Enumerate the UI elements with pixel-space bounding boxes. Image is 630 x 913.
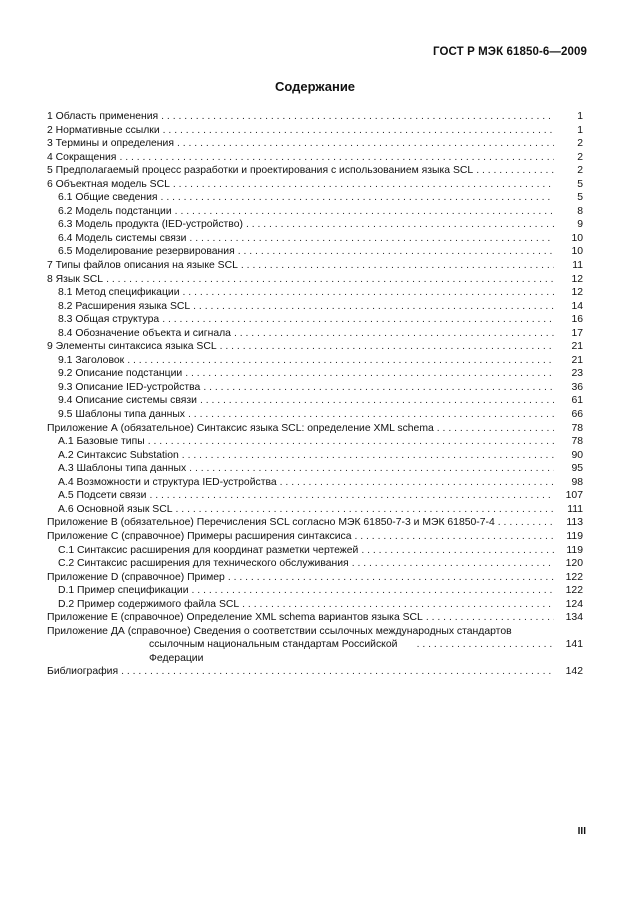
toc-entry-title: 9.1 Заголовок xyxy=(58,354,125,366)
toc-entry[interactable] xyxy=(47,462,583,476)
toc-entry-title: 1 Область применения xyxy=(47,111,159,122)
toc-entry-page: 78 xyxy=(571,422,583,434)
toc-leader-dots xyxy=(161,191,554,205)
toc-entry-page: 36 xyxy=(571,381,583,393)
toc-entry-page: 12 xyxy=(571,273,583,285)
toc-entry-page: 111 xyxy=(567,503,583,515)
toc-entry[interactable] xyxy=(47,300,583,314)
toc-entry[interactable] xyxy=(47,611,583,625)
toc-leader-dots xyxy=(177,137,554,151)
toc-leader-dots xyxy=(163,124,554,138)
toc-entry-page: 113 xyxy=(566,517,583,529)
bibliography-label: Библиография xyxy=(47,666,119,678)
toc-entry-title: 6.4 Модель системы связи xyxy=(58,232,187,244)
toc-entry-page: 107 xyxy=(565,490,583,502)
toc-entry-title: А.6 Основной язык SCL xyxy=(58,503,173,515)
toc-entry[interactable] xyxy=(47,408,583,422)
toc-entry[interactable] xyxy=(47,218,583,232)
toc-entry-title: 8.4 Обозначение объекта и сигнала xyxy=(58,327,231,339)
toc-entry[interactable] xyxy=(47,422,583,436)
toc-entry-page: 122 xyxy=(565,571,583,583)
toc-entry[interactable] xyxy=(47,273,583,287)
toc-entry-title: 8 Язык SCL xyxy=(47,273,104,285)
toc-entry-page: 122 xyxy=(565,585,583,597)
toc-entry[interactable] xyxy=(47,164,583,178)
document-standard-header: ГОСТ Р МЭК 61850-6—2009 xyxy=(433,46,587,58)
toc-entry-page: 8 xyxy=(577,205,583,217)
toc-entry-page: 16 xyxy=(571,314,583,326)
toc-leader-dots xyxy=(498,516,554,530)
toc-entry-page: 12 xyxy=(571,287,583,299)
toc-entry[interactable] xyxy=(47,381,583,395)
toc-entry[interactable] xyxy=(47,354,583,368)
toc-entry-title: А.5 Подсети связи xyxy=(58,490,147,502)
toc-entry[interactable] xyxy=(47,205,583,219)
toc-entry-title: 9.4 Описание системы связи xyxy=(58,395,197,407)
toc-entry-title: 6.5 Моделирование резервирования xyxy=(58,246,235,258)
toc-entry-page: 90 xyxy=(571,449,583,461)
toc-entry[interactable] xyxy=(47,137,583,151)
toc-entry-title: 9.2 Описание подстанции xyxy=(58,368,183,380)
toc-entry-title: С.2 Синтаксис расширения для технического обслуживания xyxy=(58,558,349,570)
toc-entry-page: 95 xyxy=(571,463,583,475)
toc-leader-dots xyxy=(149,489,554,503)
toc-entry[interactable] xyxy=(47,191,583,205)
toc-entry-title: Приложение D (справочное) Пример xyxy=(47,571,225,583)
toc-entry-page: 5 xyxy=(577,178,583,190)
toc-entry[interactable] xyxy=(47,286,583,300)
toc-leader-dots xyxy=(238,245,554,259)
toc-entry[interactable] xyxy=(47,110,583,124)
toc-leader-dots xyxy=(220,340,554,354)
toc-entry-title: 8.2 Расширения языка SCL xyxy=(58,300,191,312)
toc-entry[interactable] xyxy=(47,327,583,341)
toc-leader-dots xyxy=(106,273,554,287)
appendix-da-line1: Сведения о соответствии ссылочных международных стандартов xyxy=(193,625,512,637)
toc-entry[interactable] xyxy=(47,245,583,259)
toc-leader-dots xyxy=(242,598,554,612)
toc-entry-title: 6.2 Модель подстанции xyxy=(58,205,172,217)
toc-entries xyxy=(47,110,583,625)
toc-entry-title: А.2 Синтаксис Substation xyxy=(58,449,179,461)
page-title: Содержание xyxy=(274,79,356,94)
toc-leader-dots xyxy=(192,584,554,598)
toc-entry-page: 78 xyxy=(571,436,583,448)
toc-entry-page: 124 xyxy=(565,598,583,610)
toc-leader-dots xyxy=(354,530,554,544)
toc-entry[interactable] xyxy=(47,313,583,327)
toc-leader-dots xyxy=(241,259,554,273)
toc-entry-page: 119 xyxy=(566,544,583,556)
toc-entry[interactable] xyxy=(47,124,583,138)
toc-entry-page: 23 xyxy=(571,368,583,380)
toc-entry-page: 120 xyxy=(565,558,583,570)
toc-entry-title: 5 Предполагаемый процесс разработки и проектирования с использованием языка SCL xyxy=(47,165,474,177)
toc-entry[interactable] xyxy=(47,598,583,612)
toc-entry-title: Приложение В (обязательное) Перечисления SCL согласно МЭК 61850-7-3 и МЭК 61850-7-4 xyxy=(47,517,495,529)
toc-leader-dots xyxy=(175,205,554,219)
appendix-da-line2-row xyxy=(47,638,583,665)
toc-leader-dots xyxy=(203,381,554,395)
toc-entry-appendix-da[interactable] xyxy=(47,625,583,639)
toc-leader-dots xyxy=(189,232,554,246)
toc-entry-appendix-da-body xyxy=(194,625,583,639)
toc-entry-title: 9.3 Описание IED-устройства xyxy=(58,381,201,393)
toc-entry-title: Приложение А (обязательное) Синтаксис языка SCL: определение XML schema xyxy=(47,422,434,434)
toc-leader-dots xyxy=(188,408,554,422)
bibliography-page: 142 xyxy=(565,666,583,678)
toc-entry[interactable] xyxy=(47,232,583,246)
toc-leader-dots xyxy=(246,218,554,232)
toc-entry-title: 7 Типы файлов описания на языке SCL xyxy=(47,260,238,272)
toc-entry-page: 1 xyxy=(577,124,583,136)
toc-entry-page: 98 xyxy=(571,476,583,488)
toc-entry-page: 134 xyxy=(565,612,583,624)
toc-entry[interactable] xyxy=(47,557,583,571)
toc-leader-dots xyxy=(127,354,554,368)
toc-leader-dots xyxy=(185,367,554,381)
toc-entry-page: 14 xyxy=(571,300,583,312)
appendix-da-kind: (справочное) xyxy=(127,625,191,637)
toc-leader-dots xyxy=(176,503,554,517)
toc-entry-title: Приложение Е (справочное) Определение XML schema вариантов языка SCL xyxy=(47,612,423,624)
toc-entry[interactable] xyxy=(47,476,583,490)
toc-leader-dots xyxy=(162,313,554,327)
toc-entry[interactable] xyxy=(47,584,583,598)
toc-entry[interactable] xyxy=(47,571,583,585)
toc-entry-title: 8.1 Метод спецификации xyxy=(58,287,180,299)
toc-entry-appendix-da-cont xyxy=(47,638,583,665)
toc-leader-dots xyxy=(280,476,554,490)
toc-entry[interactable] xyxy=(47,435,583,449)
toc-entry-page: 9 xyxy=(577,219,583,231)
toc-entry-title: 8.3 Общая структура xyxy=(58,314,160,326)
toc-entry[interactable] xyxy=(47,178,583,192)
toc-leader-dots xyxy=(426,611,554,625)
toc-entry-title: С.1 Синтаксис расширения для координат разметки чертежей xyxy=(58,544,359,556)
toc-leader-dots xyxy=(189,462,554,476)
toc-entry-page: 2 xyxy=(577,138,583,150)
toc-entry-title: 9.5 Шаблоны типа данных xyxy=(58,409,186,421)
toc-entry-title: 3 Термины и определения xyxy=(47,138,174,150)
toc-entry-page: 61 xyxy=(571,395,583,407)
toc-leader-dots xyxy=(121,665,554,679)
toc-leader-dots xyxy=(228,571,554,585)
appendix-da-title: Приложение ДА xyxy=(47,625,125,637)
toc-entry-title: 4 Сокращения xyxy=(47,151,117,163)
toc-entry-title: Приложение С (справочное) Примеры расширения синтаксиса xyxy=(47,530,352,542)
toc-entry[interactable] xyxy=(47,544,583,558)
table-of-contents xyxy=(47,110,583,679)
toc-leader-dots xyxy=(193,300,554,314)
toc-entry-title: А.1 Базовые типы xyxy=(58,436,145,448)
toc-entry[interactable] xyxy=(47,151,583,165)
toc-entry-page: 10 xyxy=(571,232,583,244)
toc-entry-title: 9 Элементы синтаксиса языка SCL xyxy=(47,341,217,353)
toc-entry[interactable] xyxy=(47,516,583,530)
toc-entry[interactable] xyxy=(47,449,583,463)
toc-entry[interactable] xyxy=(47,340,583,354)
toc-entry[interactable] xyxy=(47,367,583,381)
toc-entry-page: 11 xyxy=(572,260,583,272)
toc-leader-dots xyxy=(182,449,554,463)
toc-entry-page: 2 xyxy=(577,165,583,177)
toc-leader-dots xyxy=(173,178,554,192)
toc-entry-page: 10 xyxy=(571,246,583,258)
toc-leader-dots xyxy=(161,110,554,124)
toc-entry-title: 6.1 Общие сведения xyxy=(58,192,158,204)
toc-entry-title: 6.3 Модель продукта (IED-устройство) xyxy=(58,219,243,231)
toc-leader-dots xyxy=(361,544,554,558)
toc-entry-page: 1 xyxy=(577,111,583,122)
toc-entry-bibliography[interactable] xyxy=(47,665,583,679)
toc-entry-page: 21 xyxy=(571,354,583,366)
toc-leader-dots xyxy=(476,164,554,178)
toc-entry[interactable] xyxy=(47,503,583,517)
toc-leader-dots xyxy=(234,327,554,341)
toc-entry-appendix-da-label xyxy=(47,625,194,639)
toc-entry[interactable] xyxy=(47,530,583,544)
toc-entry-title: 6 Объектная модель SCL xyxy=(47,178,170,190)
toc-entry-page: 17 xyxy=(571,327,583,339)
toc-leader-dots xyxy=(417,638,554,652)
toc-entry-title: D.2 Пример содержимого файла SCL xyxy=(58,598,240,610)
toc-entry-title: D.1 Пример спецификации xyxy=(58,585,189,597)
toc-entry-page: 21 xyxy=(571,341,583,353)
toc-entry-page: 5 xyxy=(577,192,583,204)
toc-leader-dots xyxy=(352,557,554,571)
toc-entry[interactable] xyxy=(47,394,583,408)
toc-entry-page: 66 xyxy=(571,409,583,421)
toc-leader-dots xyxy=(183,286,554,300)
toc-entry-page: 119 xyxy=(566,530,583,542)
toc-leader-dots xyxy=(200,394,554,408)
toc-leader-dots xyxy=(119,151,554,165)
toc-entry-title: А.4 Возможности и структура IED-устройства xyxy=(58,476,277,488)
toc-entry[interactable] xyxy=(47,489,583,503)
toc-entry-title: А.3 Шаблоны типа данных xyxy=(58,463,187,475)
toc-leader-dots xyxy=(437,422,554,436)
page-number-footer: III xyxy=(577,826,586,837)
toc-leader-dots xyxy=(148,435,554,449)
appendix-da-page: 141 xyxy=(565,639,583,651)
appendix-da-line2: ссылочным национальным стандартам Российской Федерации xyxy=(149,639,398,664)
toc-entry-title: 2 Нормативные ссылки xyxy=(47,124,160,136)
toc-entry-page: 2 xyxy=(577,151,583,163)
toc-entry[interactable] xyxy=(47,259,583,273)
